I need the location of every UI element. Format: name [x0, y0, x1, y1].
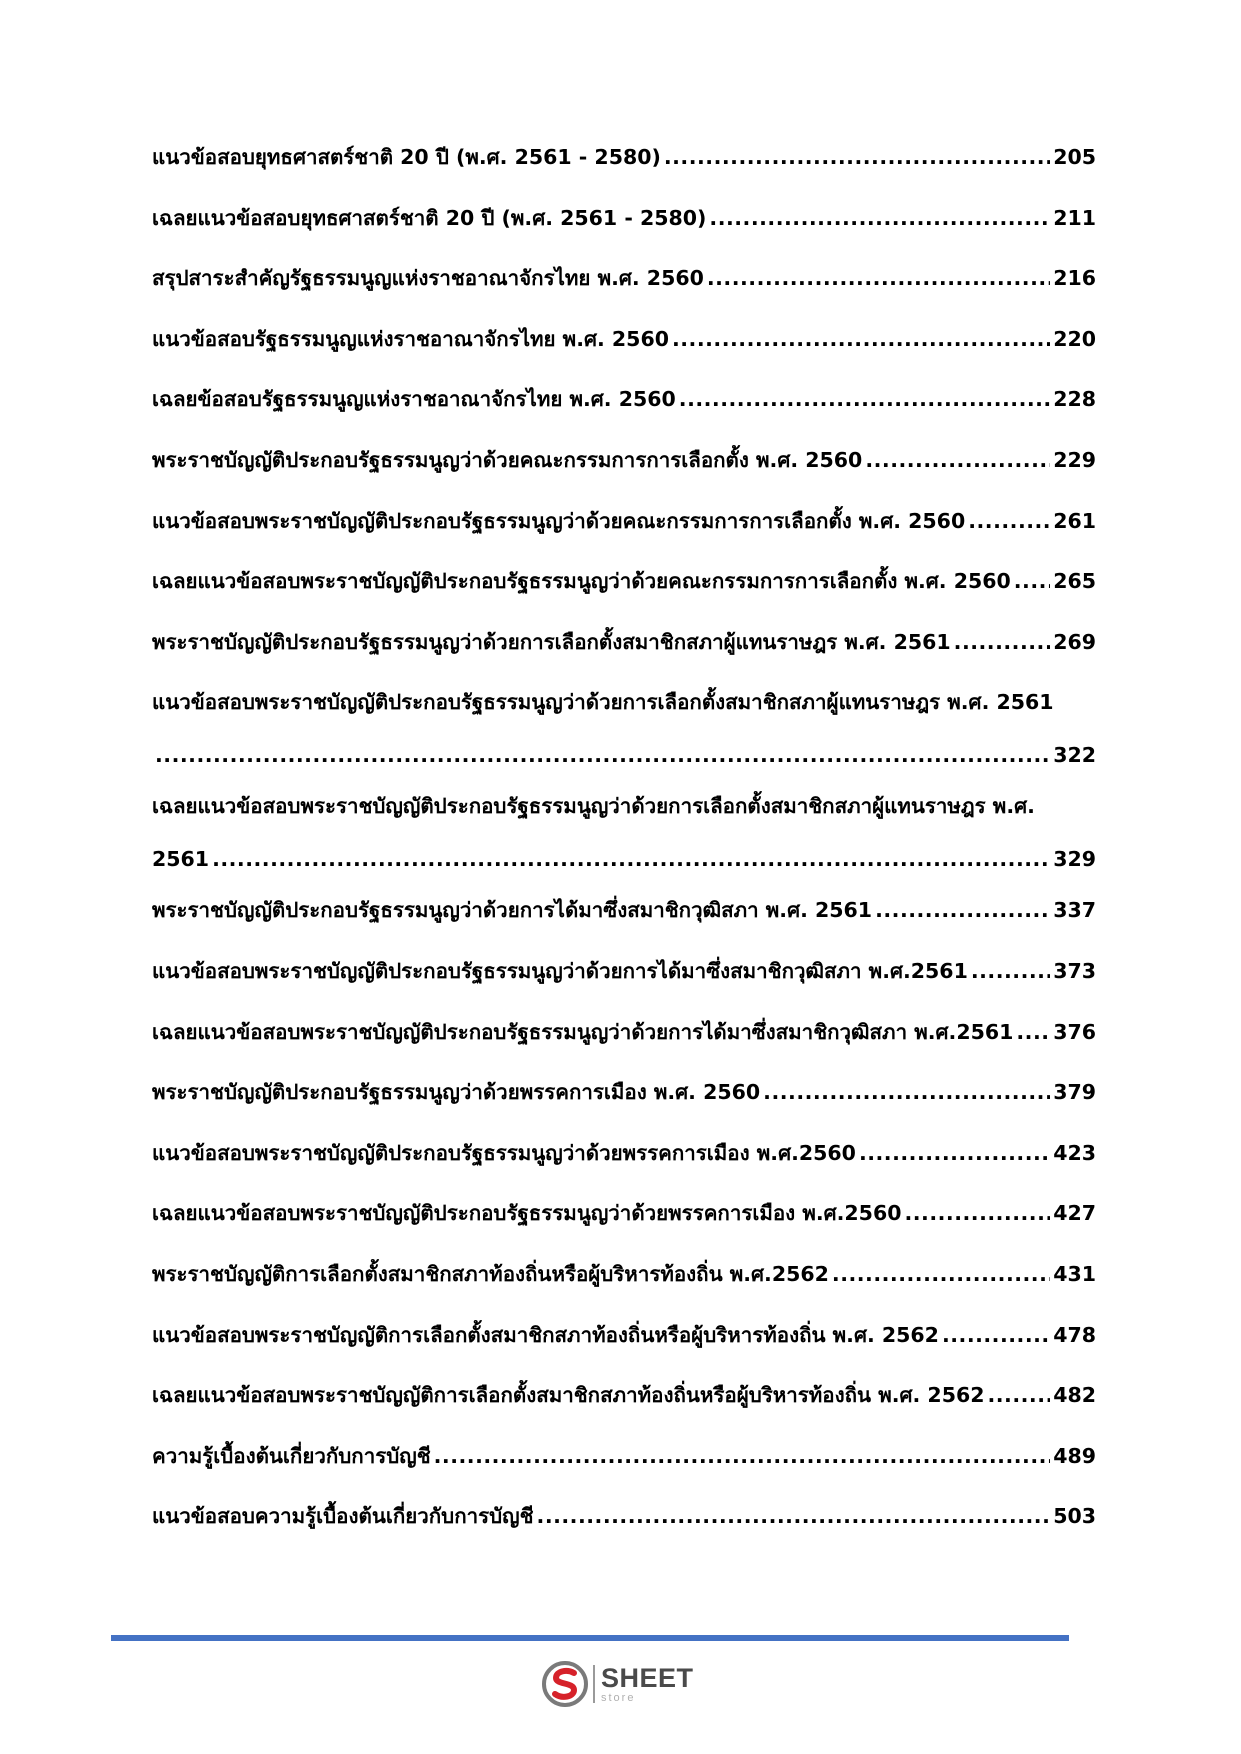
logo-subword: store [601, 1691, 636, 1704]
toc-page-number: 489 [1053, 1443, 1096, 1468]
toc-entry-title: เฉลยแนวข้อสอบพระราชบัญญัติการเลือกตั้งสมาชิกสภาท้องถิ่นหรือผู้บริหารท้องถิ่น พ.ศ. 2562 [152, 1383, 985, 1408]
toc-entry-title: แนวข้อสอบพระราชบัญญัติการเลือกตั้งสมาชิกสภาท้องถิ่นหรือผู้บริหารท้องถิ่น พ.ศ. 2562 [152, 1322, 939, 1347]
toc-entry[interactable] [152, 627, 1096, 688]
toc-entry[interactable] [152, 1138, 1096, 1199]
toc-line [152, 627, 1096, 657]
toc-page-number: 423 [1053, 1140, 1096, 1165]
toc-entry[interactable] [152, 1320, 1096, 1381]
toc-line [152, 1198, 1096, 1228]
toc-entry[interactable] [152, 445, 1096, 506]
toc-entry-title: แนวข้อสอบพระราชบัญญัติประกอบรัฐธรรมนูญว่าด้วยคณะกรรมการการเลือกตั้ง พ.ศ. 2560 [152, 508, 966, 533]
toc-entry-title: แนวข้อสอบพระราชบัญญัติประกอบรัฐธรรมนูญว่าด้วยพรรคการเมือง พ.ศ.2560 [152, 1140, 856, 1165]
dot-leader [212, 844, 1050, 874]
toc-line [152, 203, 1096, 233]
toc-line [152, 566, 1096, 596]
toc-entry[interactable] [152, 263, 1096, 324]
dot-leader [1016, 1017, 1050, 1047]
toc-entry-title: ความรู้เบื้องต้นเกี่ยวกับการบัญชี [152, 1443, 431, 1468]
dot-leader [763, 1077, 1050, 1107]
sheet-store-logo [541, 1658, 694, 1710]
toc-entry[interactable] [152, 142, 1096, 203]
toc-entry[interactable] [152, 687, 1096, 791]
toc-entry-title: พระราชบัญญัติการเลือกตั้งสมาชิกสภาท้องถิ่นหรือผู้บริหารท้องถิ่น พ.ศ.2562 [152, 1261, 829, 1286]
toc-entry[interactable] [152, 1077, 1096, 1138]
toc-page-number: 482 [1053, 1383, 1096, 1408]
toc-page-number: 211 [1053, 205, 1096, 230]
toc-line [152, 384, 1096, 414]
toc-entry-title: เฉลยแนวข้อสอบพระราชบัญญัติประกอบรัฐธรรมนูญว่าด้วยการเลือกตั้งสมาชิกสภาผู้แทนราษฎร พ.ศ. [152, 794, 1035, 819]
dot-leader [942, 1320, 1050, 1350]
dot-leader [155, 740, 1050, 770]
toc-entry-title: แนวข้อสอบรัฐธรรมนูญแห่งราชอาณาจักรไทย พ.ศ. 2560 [152, 326, 669, 351]
toc-entry-title: แนวข้อสอบพระราชบัญญัติประกอบรัฐธรรมนูญว่าด้วยการเลือกตั้งสมาชิกสภาผู้แทนราษฎร พ.ศ. 2561 [152, 690, 1054, 715]
toc-line [152, 1077, 1096, 1107]
toc-line [152, 263, 1096, 293]
toc-entry[interactable] [152, 1198, 1096, 1259]
toc-page-number: 205 [1053, 145, 1096, 169]
logo-divider [593, 1665, 595, 1703]
toc-line [152, 844, 1096, 874]
dot-leader [434, 1441, 1051, 1471]
toc-entry[interactable] [152, 203, 1096, 264]
toc-entry[interactable] [152, 1380, 1096, 1441]
dot-leader [954, 627, 1051, 657]
toc-line [152, 445, 1096, 475]
dot-leader [971, 956, 1050, 986]
dot-leader [709, 203, 1050, 233]
toc-entry-title: พระราชบัญญัติประกอบรัฐธรรมนูญว่าด้วยการได้มาซึ่งสมาชิกวุฒิสภา พ.ศ. 2561 [152, 898, 873, 923]
dot-leader [865, 445, 1050, 475]
toc-line [152, 791, 1096, 821]
toc-entry[interactable] [152, 956, 1096, 1017]
toc-page-number: 379 [1053, 1080, 1096, 1105]
logo-word: SHEET [601, 1662, 694, 1693]
toc-entry[interactable] [152, 324, 1096, 385]
toc-line [152, 956, 1096, 986]
toc-entry-title: สรุปสาระสำคัญรัฐธรรมนูญแห่งราชอาณาจักรไทย พ.ศ. 2560 [152, 266, 704, 291]
table-of-contents [152, 142, 1096, 1562]
dot-leader [672, 324, 1050, 354]
toc-entry-title: เฉลยแนวข้อสอบยุทธศาสตร์ชาติ 20 ปี (พ.ศ. 2561 - 2580) [152, 205, 707, 230]
toc-entry[interactable] [152, 791, 1096, 895]
toc-page-number: 337 [1053, 898, 1096, 923]
toc-entry[interactable] [152, 506, 1096, 567]
toc-entry-title: แนวข้อสอบความรู้เบื้องต้นเกี่ยวกับการบัญชี [152, 1504, 534, 1529]
toc-line [152, 1501, 1096, 1531]
footer-divider [111, 1635, 1069, 1641]
logo-text [601, 1662, 694, 1704]
toc-entry-title: พระราชบัญญัติประกอบรัฐธรรมนูญว่าด้วยคณะกรรมการการเลือกตั้ง พ.ศ. 2560 [152, 447, 863, 472]
toc-line [152, 506, 1096, 536]
dot-leader [1014, 566, 1050, 596]
dot-leader [664, 142, 1050, 172]
sheet-store-s-icon [541, 1660, 589, 1708]
toc-entry[interactable] [152, 1017, 1096, 1078]
toc-entry[interactable] [152, 895, 1096, 956]
toc-line [152, 1320, 1096, 1350]
toc-page-number: 427 [1053, 1201, 1096, 1226]
toc-page-number: 229 [1053, 447, 1096, 472]
toc-entry-title: เฉลยแนวข้อสอบพระราชบัญญัติประกอบรัฐธรรมนูญว่าด้วยคณะกรรมการการเลือกตั้ง พ.ศ. 2560 [152, 569, 1011, 594]
toc-page-number: 265 [1053, 569, 1096, 594]
toc-line [152, 740, 1096, 770]
toc-line [152, 324, 1096, 354]
toc-entry-title: แนวข้อสอบพระราชบัญญัติประกอบรัฐธรรมนูญว่าด้วยการได้มาซึ่งสมาชิกวุฒิสภา พ.ศ.2561 [152, 958, 968, 983]
toc-page-number: 269 [1053, 629, 1096, 654]
dot-leader [968, 506, 1050, 536]
toc-entry[interactable] [152, 1441, 1096, 1502]
toc-page-number: 431 [1053, 1261, 1096, 1286]
toc-entry-continuation: 2561 [152, 847, 210, 872]
toc-page-number: 322 [1053, 743, 1096, 768]
dot-leader [537, 1501, 1051, 1531]
toc-line [152, 1017, 1096, 1047]
toc-entry-title: แนวข้อสอบยุทธศาสตร์ชาติ 20 ปี (พ.ศ. 2561 - 2580) [152, 145, 661, 169]
toc-page-number: 329 [1053, 847, 1096, 872]
toc-page-number: 261 [1053, 508, 1096, 533]
toc-page-number: 220 [1053, 326, 1096, 351]
toc-entry[interactable] [152, 1259, 1096, 1320]
toc-page-number: 503 [1053, 1504, 1096, 1529]
toc-line [152, 1138, 1096, 1168]
toc-page-number: 216 [1053, 266, 1096, 291]
dot-leader [904, 1198, 1050, 1228]
dot-leader [707, 263, 1050, 293]
toc-entry[interactable] [152, 1501, 1096, 1562]
toc-entry-title: พระราชบัญญัติประกอบรัฐธรรมนูญว่าด้วยการเลือกตั้งสมาชิกสภาผู้แทนราษฎร พ.ศ. 2561 [152, 629, 951, 654]
toc-line [152, 1380, 1096, 1410]
toc-page-number: 228 [1053, 387, 1096, 412]
toc-entry[interactable] [152, 384, 1096, 445]
dot-leader [832, 1259, 1050, 1289]
toc-line [152, 142, 1096, 172]
toc-line [152, 895, 1096, 925]
dot-leader [859, 1138, 1050, 1168]
toc-line [152, 1259, 1096, 1289]
toc-line [152, 687, 1096, 717]
toc-entry-title: พระราชบัญญัติประกอบรัฐธรรมนูญว่าด้วยพรรคการเมือง พ.ศ. 2560 [152, 1080, 761, 1105]
toc-line [152, 1441, 1096, 1471]
dot-leader [679, 384, 1050, 414]
dot-leader [875, 895, 1050, 925]
toc-page-number: 373 [1053, 958, 1096, 983]
toc-page-number: 376 [1053, 1019, 1096, 1044]
toc-page-number: 478 [1053, 1322, 1096, 1347]
toc-entry[interactable] [152, 566, 1096, 627]
toc-entry-title: เฉลยแนวข้อสอบพระราชบัญญัติประกอบรัฐธรรมนูญว่าด้วยการได้มาซึ่งสมาชิกวุฒิสภา พ.ศ.2561 [152, 1019, 1014, 1044]
toc-entry-title: เฉลยข้อสอบรัฐธรรมนูญแห่งราชอาณาจักรไทย พ.ศ. 2560 [152, 387, 676, 412]
toc-entry-title: เฉลยแนวข้อสอบพระราชบัญญัติประกอบรัฐธรรมนูญว่าด้วยพรรคการเมือง พ.ศ.2560 [152, 1201, 902, 1226]
dot-leader [987, 1380, 1050, 1410]
